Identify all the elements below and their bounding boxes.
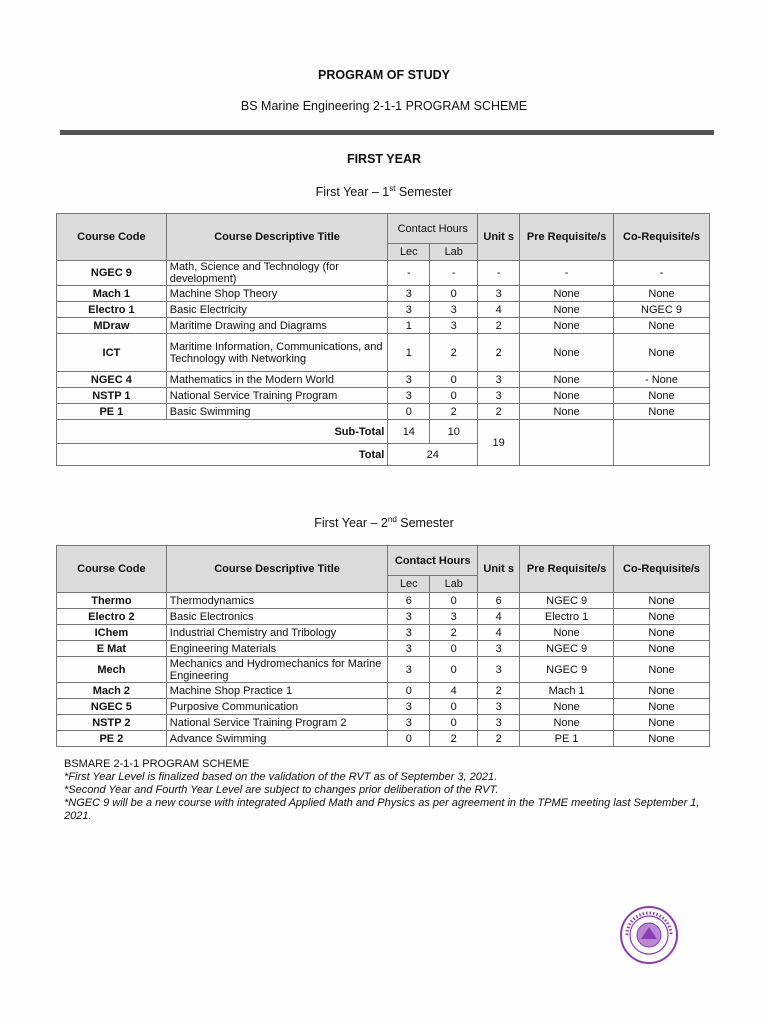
subtotal-lab: 10 [430,420,478,444]
col-header-contact-hours: Contact Hours [388,214,478,244]
course-units: 3 [478,715,520,731]
col-header-lec: Lec [388,244,430,261]
semester-2-heading [0,515,768,530]
col-header-coreq: Co-Requisite/s [614,214,710,261]
total-coreq-blank [614,420,710,466]
semester-2-body [57,593,710,747]
course-row [57,404,710,420]
semester-1-heading-suffix: Semester [395,185,453,200]
col-header-lab: Lab [430,576,478,593]
course-prereq: NGEC 9 [520,593,614,609]
course-title: Industrial Chemistry and Tribology [166,625,388,641]
col-header-units: Unit s [478,214,520,261]
course-code: IChem [57,625,167,641]
course-lab: 0 [430,593,478,609]
course-lec: 3 [388,657,430,683]
course-lab: 0 [430,372,478,388]
course-lec: 3 [388,302,430,318]
course-code: PE 2 [57,731,167,747]
course-lab: 3 [430,609,478,625]
course-units: 2 [478,683,520,699]
page-subtitle: BS Marine Engineering 2-1-1 PROGRAM SCHEME [240,99,528,113]
course-title: Purposive Communication [166,699,388,715]
course-units: 3 [478,372,520,388]
course-lab: 0 [430,715,478,731]
course-lec: - [388,261,430,286]
course-prereq: None [520,699,614,715]
course-code: Electro 2 [57,609,167,625]
course-lab: 4 [430,683,478,699]
course-lab: - [430,261,478,286]
course-lab: 0 [430,286,478,302]
course-coreq: None [614,404,710,420]
course-row [57,261,710,286]
course-lab: 0 [430,388,478,404]
course-coreq: None [614,286,710,302]
subtotal-label: Sub-Total [57,420,388,444]
course-code: Mech [57,657,167,683]
course-units: - [478,261,520,286]
course-title: National Service Training Program [166,388,388,404]
course-coreq: None [614,318,710,334]
course-lab: 2 [430,334,478,372]
course-coreq: None [614,715,710,731]
course-lec: 0 [388,731,430,747]
course-row [57,609,710,625]
course-coreq: None [614,699,710,715]
course-title: Mechanics and Hydromechanics for Marine Engineering [166,657,388,683]
semester-2-table [56,545,710,747]
col-header-title: Course Descriptive Title [166,214,388,261]
course-lab: 2 [430,404,478,420]
course-code: Electro 1 [57,302,167,318]
course-prereq: PE 1 [520,731,614,747]
course-code: Mach 1 [57,286,167,302]
course-title: Advance Swimming [166,731,388,747]
course-lab: 0 [430,699,478,715]
col-header-prereq: Pre Requisite/s [520,214,614,261]
course-title: Thermodynamics [166,593,388,609]
course-prereq: Mach 1 [520,683,614,699]
course-lab: 0 [430,641,478,657]
course-row [57,625,710,641]
course-code: Mach 2 [57,683,167,699]
course-coreq: NGEC 9 [614,302,710,318]
course-code: E Mat [57,641,167,657]
semester-1-heading-prefix: First Year – 1 [315,185,390,200]
course-code: NSTP 1 [57,388,167,404]
course-lec: 3 [388,625,430,641]
course-coreq: None [614,609,710,625]
course-units: 3 [478,641,520,657]
total-label: Total [57,444,388,466]
course-lec: 3 [388,699,430,715]
course-prereq: None [520,286,614,302]
semester-1-heading [0,184,768,199]
course-title: National Service Training Program 2 [166,715,388,731]
course-title: Math, Science and Technology (for development) [166,261,388,286]
course-row [57,641,710,657]
divider-rule [60,130,714,135]
course-code: Thermo [57,593,167,609]
course-prereq: None [520,388,614,404]
course-prereq: Electro 1 [520,609,614,625]
ched-seal-icon [619,905,679,965]
notes-heading: BSMARE 2-1-1 PROGRAM SCHEME [64,758,250,770]
course-lec: 3 [388,372,430,388]
course-coreq: None [614,731,710,747]
course-prereq: - [520,261,614,286]
course-lec: 3 [388,641,430,657]
course-lec: 6 [388,593,430,609]
semester-1-table [56,213,710,466]
course-units: 2 [478,404,520,420]
course-coreq: None [614,388,710,404]
col-header-code: Course Code [57,214,167,261]
course-units: 2 [478,334,520,372]
course-title: Basic Electronics [166,609,388,625]
course-coreq: None [614,683,710,699]
course-code: NGEC 4 [57,372,167,388]
col-header-title: Course Descriptive Title [166,546,388,593]
course-lec: 0 [388,404,430,420]
course-title: Basic Swimming [166,404,388,420]
course-prereq: None [520,318,614,334]
course-lec: 3 [388,286,430,302]
course-row [57,731,710,747]
course-prereq: None [520,404,614,420]
course-units: 2 [478,731,520,747]
course-title: Maritime Drawing and Diagrams [166,318,388,334]
course-code: MDraw [57,318,167,334]
course-row [57,388,710,404]
course-title: Engineering Materials [166,641,388,657]
course-coreq: None [614,593,710,609]
col-header-coreq: Co-Requisite/s [614,546,710,593]
course-title: Mathematics in the Modern World [166,372,388,388]
course-coreq: - [614,261,710,286]
col-header-contact-hours: Contact Hours [388,546,478,576]
total-hours: 24 [388,444,478,466]
course-row [57,372,710,388]
course-row [57,715,710,731]
course-row [57,286,710,302]
total-prereq-blank [520,420,614,466]
course-row [57,318,710,334]
course-units: 3 [478,388,520,404]
course-units: 3 [478,657,520,683]
col-header-lab: Lab [430,244,478,261]
course-lec: 1 [388,334,430,372]
semester-2-heading-prefix: First Year – 2 [314,516,388,531]
course-prereq: None [520,334,614,372]
course-row [57,657,710,683]
course-lec: 3 [388,715,430,731]
col-header-lec: Lec [388,576,430,593]
course-lab: 2 [430,625,478,641]
course-coreq: - None [614,372,710,388]
course-lec: 3 [388,609,430,625]
course-units: 4 [478,302,520,318]
semester-1-heading-sup: st [389,184,396,193]
course-code: NSTP 2 [57,715,167,731]
course-code: NGEC 5 [57,699,167,715]
course-units: 4 [478,625,520,641]
course-title: Maritime Information, Communications, and Technology with Networking [166,334,388,372]
course-row [57,334,710,372]
course-prereq: None [520,372,614,388]
course-row [57,683,710,699]
course-code: PE 1 [57,404,167,420]
course-title: Machine Shop Practice 1 [166,683,388,699]
course-prereq: None [520,715,614,731]
subtotal-lec: 14 [388,420,430,444]
semester-2-heading-suffix: Semester [396,516,454,531]
course-code: NGEC 9 [57,261,167,286]
course-title: Machine Shop Theory [166,286,388,302]
course-units: 3 [478,286,520,302]
total-units: 19 [478,420,520,466]
note-line: *NGEC 9 will be a new course with integrated Applied Math and Physics as per agreement in the TPME meeting last September 1, 2021. [64,797,700,822]
col-header-units: Unit s [478,546,520,593]
course-coreq: None [614,334,710,372]
year-heading: FIRST YEAR [346,152,422,166]
notes-block [64,758,714,823]
semester-2-heading-sup: nd [387,515,397,524]
course-lec: 1 [388,318,430,334]
col-header-prereq: Pre Requisite/s [520,546,614,593]
course-lab: 3 [430,302,478,318]
note-line: *Second Year and Fourth Year Level are subject to changes prior deliberation of the RVT. [64,784,499,796]
note-line: *First Year Level is finalized based on the validation of the RVT as of September 3, 2021. [64,771,498,783]
page-title: PROGRAM OF STUDY [318,68,450,82]
course-row [57,302,710,318]
semester-1-body [57,261,710,420]
course-prereq: NGEC 9 [520,641,614,657]
course-units: 6 [478,593,520,609]
course-lab: 3 [430,318,478,334]
course-code: ICT [57,334,167,372]
course-coreq: None [614,657,710,683]
course-coreq: None [614,625,710,641]
course-coreq: None [614,641,710,657]
course-prereq: None [520,302,614,318]
course-lec: 0 [388,683,430,699]
course-lab: 0 [430,657,478,683]
course-title: Basic Electricity [166,302,388,318]
course-lab: 2 [430,731,478,747]
course-prereq: None [520,625,614,641]
course-units: 4 [478,609,520,625]
course-row [57,593,710,609]
col-header-code: Course Code [57,546,167,593]
course-units: 2 [478,318,520,334]
course-lec: 3 [388,388,430,404]
course-units: 3 [478,699,520,715]
course-row [57,699,710,715]
course-prereq: NGEC 9 [520,657,614,683]
